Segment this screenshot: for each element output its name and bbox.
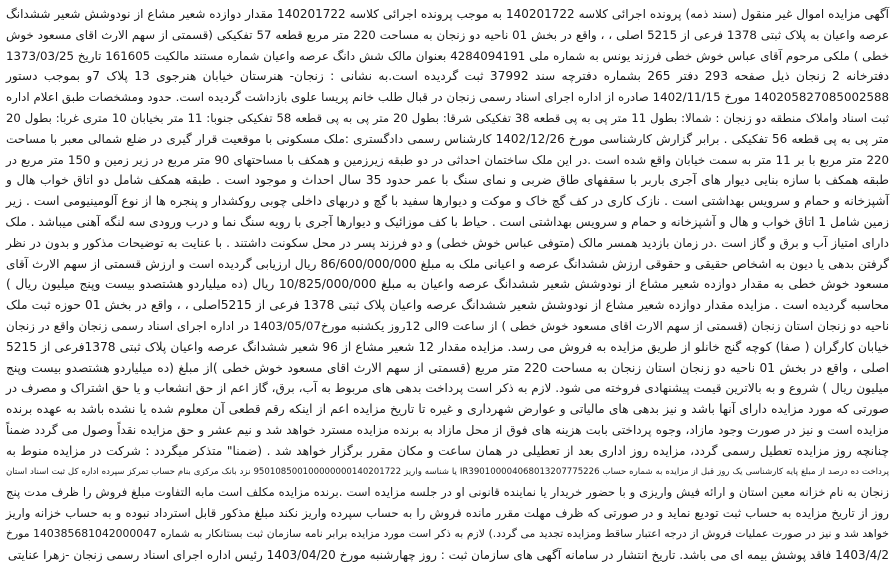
- notice-line-24: زنجان به نام خزانه معین استان و ارائه فیش واریزی و با حضور خریدار یا نماینده قانونی او در جلسه مزایده است .برنده مزایده مکلف است مابه التفاوت مبلغ فروش را ظرف مدت پنج: [6, 485, 889, 500]
- notice-line-7: متر پی به پی قطعه 56 تفکیکی . برابر گزارش کارشناسی مورخ 1402/12/26 کارشناس رسمی دادگستری :ملک مسکونی با موقعیت قرار گیری در ضلع شمالی معبر با مساحت: [6, 131, 889, 146]
- notice-line-17: خیابان کارگران ( صفا) کوچه گنج خانلو از طریق مزایده به فروش می رسد. مزایده مقدار 12 شعیر مشاع از 96 شعیر ششدانگ عرصه واعیان پلاک ثبتی 1378فرعی از 5215: [6, 339, 889, 354]
- notice-line-1: آگهی مزایده اموال غیر منقول (سند ذمه) پرونده اجرائی کلاسه 140201722 به موجب پرونده اجرائی کلاسه 140201722 مقدار دوازده شعیر مشاع از نودوشش شعیر ششدانگ: [6, 7, 889, 21]
- notice-line-6: ثبت اسناد واملاک منطقه دو زنجان : شمالا: بطول 11 متر پی به پی قطعه 38 تفکیکی شرقا: بطول 20 متر پی به پی قطعه 58 تفکیکی جنوبا: 11 متر بخیابان 10 متری غربا: بطول 20: [6, 110, 890, 125]
- notice-line-19: میلیون ریال ) شروع و به بالاترین قیمت پیشنهادی فروخته می شود. لازم به ذکر است پرداخت بدهی های مربوط به آب، برق، گاز اعم از حق انشعاب و یا حق اشتراک و مصرف در: [6, 381, 889, 396]
- notice-line-26: خواهد شد و نیز در صورت عملیات فروش از درجه اعتبار ساقط ومزایده تجدید می گردد.) لازم به ذکر است مورد مزایده برابر نامه سازمان ثبت بستانکار به شماره 140385681042000047 مورخ: [6, 526, 889, 540]
- notice-line-18: اصلی ، واقع در بخش 01 ناحیه دو زنجان استان زنجان به مساحت 220 متر مربع (قسمتی از سهم الارث اقای مسعود خوش خطی )از مبلغ (ده میلیاردو هشتصدو بیست وپنج: [6, 360, 889, 375]
- notice-line-3: خطی ) ملکی مرحوم آقای عباس خوش خطی فرزند یونس به شماره ملی 4284094191 بعنوان مالک شش دانگ عرصه واعیان شماره مستند مالکیت 161605 تاریخ 1373/03/25: [6, 48, 889, 63]
- notice-line-9: طبقه همکف با سازه بنایی دیوار های آجری باربر با سقفهای طاق ضربی و نمای سنگ با عمر حدود 35 سال احداث و موجود است . طبقه همکف شامل دو اتاق خواب هال و: [6, 173, 889, 188]
- notice-line-16: ناحیه دو زنجان استان زنجان (قسمتی از سهم الارث اقای مسعود خوش خطی ) از ساعت 9الی 12روز یکشنبه مورخ1403/05/07 در اداره اجرای اسناد رسمی زنجان واقع در زنجان: [6, 318, 889, 333]
- notice-line-4: دفترخانه 2 زنجان ذیل صفحه 293 دفتر 265 بشماره دفترچه سند 37992 ثبت گردیده است.به نشانی : زنجان- هنرستان خیابان هنرجوی 13 پلاک 7و بموجب دستور: [6, 69, 890, 84]
- notice-line-23: پرداخت ده درصد از مبلغ پایه کارشناسی یک روز قبل از مزایده به شماره حساب IR390100004068013207775226 یا شناسه واریز 950108500100000000140201722 نزد بانک مرکزی بنام حساب تمرکز سپرده اداره کل ثبت اسناد استان: [6, 466, 889, 477]
- notice-line-10: آشپزخانه و حمام و سرویس بهداشتی است . نازک کاری در کف گچ خاک و موکت و دیوارها سفید با گچ و دربهای داخلی چوبی روکشدار و پنجره ها از نوع آلومینیومی است . زیر: [6, 194, 889, 209]
- notice-line-12: دارای امتیاز آب و برق و گاز است .در زمان بازدید همسر مالک (متوفی عباس خوش خطی) و دو فرزند پسر در محل سکونت داشتند . با عنایت به توضیحات مذکور و بدون در نظر: [6, 235, 889, 250]
- notice-line-14: مسعود خوش خطی به مقدار دوازده شعیر مشاع از نودوشش شعیر ششدانگ عرصه واعیان به مبلغ 10/825/000/000 ریال (ده میلیاردو هشتصدو بیست وپنج میلیون ریال ): [6, 277, 889, 292]
- notice-line-22: چنانچه روز مزایده تعطیل رسمی گردد، مزایده روز اداری بعد از تعطیلی در همان ساعت و مکان مقرر برگزار خواهد شد . (ضمنا" متذکر میگردد : شرکت در مزایده منوط به: [6, 443, 889, 458]
- notice-line-13: گرفتن بدهی یا دیون به اشخاص حقیقی و حقوقی ارزش ششدانگ عرصه و اعیانی ملک به مبلغ 86/600/000/000 ریال ارزیابی گردیده است و ارزش قسمتی از سهم الارث آقای: [6, 256, 889, 271]
- notice-line-20: صورتی که مورد مزایده دارای آنها باشد و نیز بدهی های مالیاتی و عوارض شهرداری و غیره تا تاریخ مزایده اعم از اینکه رقم قطعی آن معلوم شده یا نشده باشد به عهده برنده: [6, 402, 889, 417]
- notice-line-21: مزایده است و نیز در صورت وجود مازاد، وجوه پرداختی بابت هزینه های فوق از محل مازاد به برنده مزایده مسترد خواهد شد و نیم عشر و حق مزایده نقداً وصول می گردد ضمناً: [6, 422, 889, 437]
- notice-line-5: 140205827085002588 مورخ 1402/11/15 صادره از اداره اجرای اسناد رسمی زنجان در قبال طلب خانم پریسا علوی بازداشت گردیده است. حدود ومشخصات طبق اعلام اداره: [6, 90, 889, 105]
- notice-line-15: محاسبه گردیده است . مزایده مقدار دوازده شعیر مشاع از نودوشش شعیر ششدانگ عرصه واعیان پلاک ثبتی 1378 فرعی از 5215اصلی ، ، واقع در بخش 01 حوزه ثبت ملک: [6, 298, 889, 313]
- notice-line-8: 220 متر مربع با بر 11 متر به سمت خیابان واقع شده است .در این ملک ساختمان احداثی در دو طبقه زیرزمین و همکف با مساحتهای 90 متر مربع در زیر زمین و 150 متر مربع در: [6, 152, 890, 167]
- notice-line-25: روز از تاریخ مزایده به حساب ثبت تودیع نماید و در صورتی که ظرف مهلت مقرر مانده فروش را به حساب سپرده واریز نکند مبلغ مذکور قابل استرداد نبوده و به حساب خزانه واریز: [6, 506, 889, 521]
- notice-line-11: زمین شامل 1 اتاق خواب و هال و آشپزخانه و حمام و سرویس بهداشتی است . حیاط با کف موزائیک و دیوارها آجری با رویه سنگ نما و درب ورودی سه لنگه آهنی میباشد . ملک: [5, 214, 889, 229]
- notice-line-2: عرصه واعیان به پلاک ثبتی 1378 فرعی از 5215 اصلی ، ، واقع در بخش 01 ناحیه دو زنجان به مساحت 220 متر مربع قطعه 57 تفکیکی (قسمتی از سهم الارث اقای مسعود خوش: [6, 27, 890, 42]
- notice-line-27: 1403/4/2 فاقد پوشش بیمه ای می باشد. تاریخ انتشار در سامانه آگهی های سازمان ثبت : روز چهارشنبه مورخ 1403/04/20 رئیس اداره اجرای اسناد رسمی زنجان -زهرا عنایتی: [7, 547, 889, 562]
